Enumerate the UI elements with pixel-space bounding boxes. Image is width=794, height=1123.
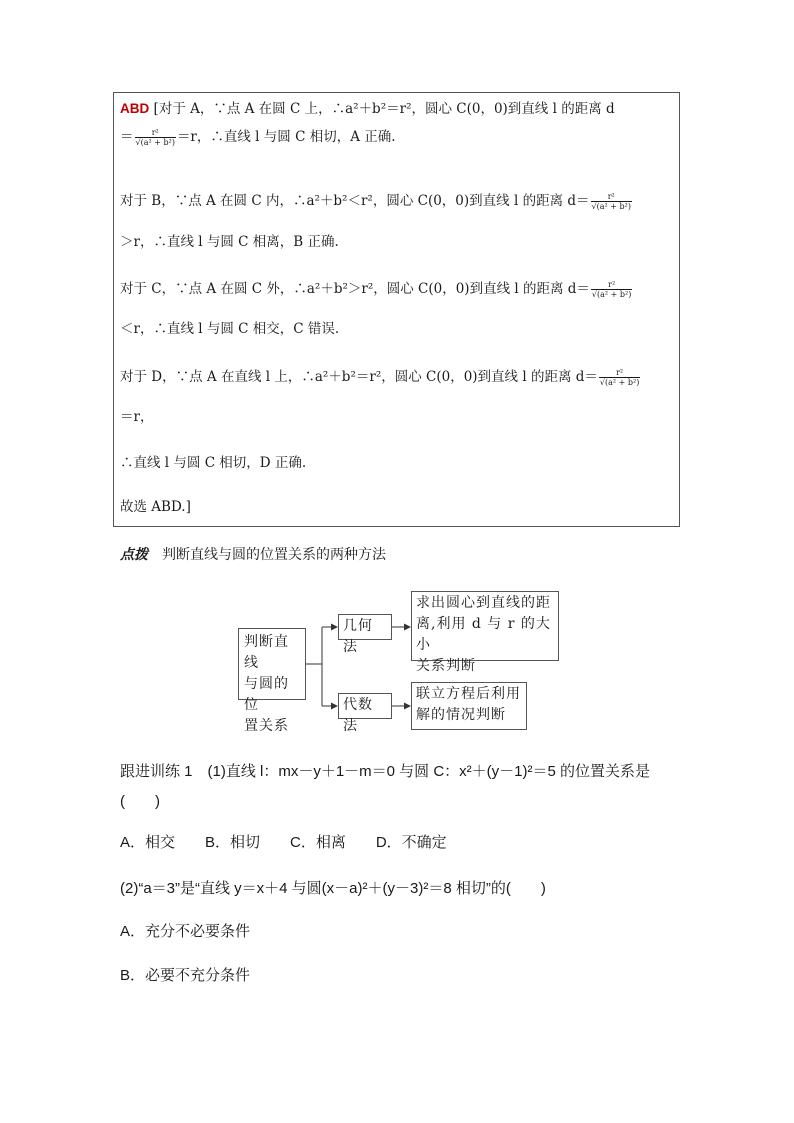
flow-geo-box: 几何法 [338,614,392,640]
practice-q1: 跟进训练 1 (1)直线 l：mx－y＋1－m＝0 与圆 C：x²＋(y－1)²＝5 的位置关系是 [120,763,651,780]
flow-root-line: 判断直线 [244,634,289,671]
answer-tag: ABD [120,101,150,116]
answer-a-conclusion: ＝r，∴直线 l 与圆 C 相切，A 正确. [176,129,396,145]
answer-a-text: [对于 A，∵点 A 在圆 C 上，∴a²＋b²＝r²，圆心 C(0，0)到直线 l 的距离 d [153,101,615,117]
fraction-a [135,129,176,147]
answer-line-d2: ＝r， [120,409,154,425]
fraction-d [599,369,640,387]
flow-geo-desc-line: 求出圆心到直线的距 [416,595,551,611]
flow-root-box [238,628,306,734]
practice-q2: (2)“a＝3”是“直线 y＝x＋4 与圆(x－a)²＋(y－3)²＝8 相切”的( ) [120,880,546,897]
fraction-denominator: √(a² + b²) [599,377,640,387]
fraction-denominator: √(a² + b²) [135,137,175,147]
answer-d-text: 对于 D，∵点 A 在直线 l 上，∴a²＋b²＝r²，圆心 C(0，0)到直线 l 的距离 d＝ [120,369,598,385]
flow-geo-desc-box [411,591,559,674]
fraction-c [591,281,632,299]
practice-q2-option-a: A．充分不必要条件 [120,923,251,940]
flow-alg-desc-box [411,682,527,730]
answer-line-d1 [120,367,641,387]
fraction-numerator: r² [151,127,159,137]
answer-c-text: 对于 C，∵点 A 在圆 C 外，∴a²＋b²＞r²，圆心 C(0，0)到直线 l 的距离 d＝ [120,281,590,297]
flow-alg-desc-line: 解的情况判断 [416,707,506,723]
answer-b-text: 对于 B，∵点 A 在圆 C 内，∴a²＋b²＜r²，圆心 C(0，0)到直线 l 的距离 d＝ [120,193,590,209]
flow-alg-box: 代数法 [338,693,392,719]
fraction-numerator: r² [608,279,616,289]
flow-geo-desc-line: 离,利用 d 与 r 的大小 [416,616,551,653]
answer-line-b2: ＞r，∴直线 l 与圆 C 相离，B 正确. [120,234,339,250]
flow-root-line: 与圆的位 [244,676,289,713]
answer-line-c2: ＜r，∴直线 l 与圆 C 相交，C 错误. [120,321,340,337]
answer-box [113,92,680,527]
fraction-denominator: √(a² + b²) [591,289,632,299]
tip-label: 点拨 [120,546,148,562]
answer-line-a1 [120,99,615,119]
flow-alg-desc-line: 联立方程后利用 [416,686,521,702]
answer-line-d3: ∴直线 l 与圆 C 相切，D 正确. [120,455,307,471]
answer-line-a2 [120,127,396,147]
tip-title: 判断直线与圆的位置关系的两种方法 [162,546,386,562]
fraction-numerator: r² [616,367,624,377]
flow-root-line: 置关系 [244,718,289,734]
fraction-b [591,193,632,211]
answer-line-b1 [120,191,633,211]
practice-q1-options: A．相交 B．相切 C．相离 D．不确定 [120,834,447,851]
fraction-denominator: √(a² + b²) [591,201,631,211]
practice-q2-option-b: B．必要不充分条件 [120,967,251,984]
flow-geo-desc-line: 关系判断 [416,658,476,674]
practice-q1-paren: ( ) [120,793,160,810]
equals-sign: ＝ [120,129,134,145]
tip-heading [120,544,386,564]
answer-line-c1 [120,279,633,299]
answer-final: 故选 ABD.] [120,499,191,515]
fraction-numerator: r² [607,191,615,201]
